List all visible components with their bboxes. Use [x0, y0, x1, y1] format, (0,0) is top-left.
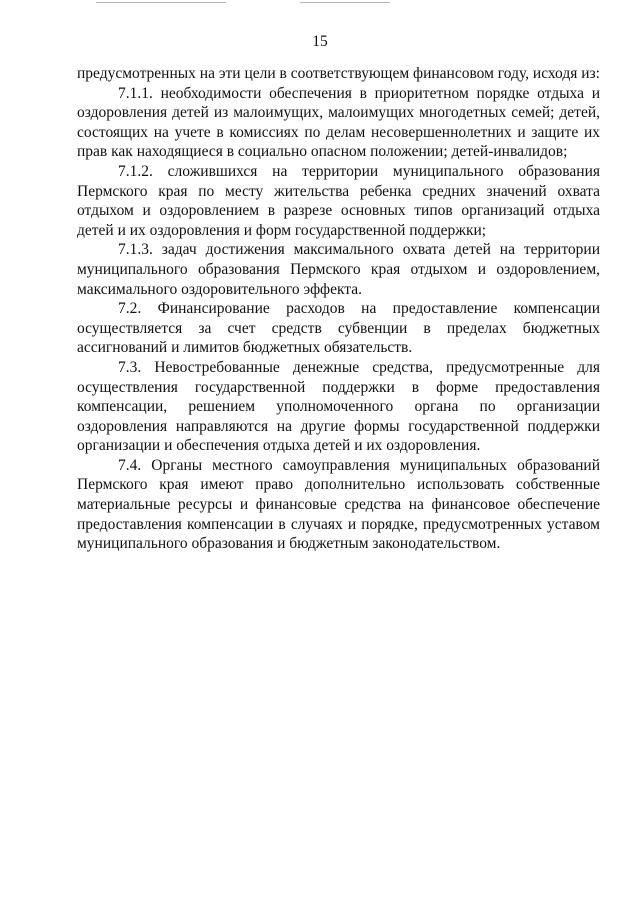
paragraph-continuation: предусмотренных на эти цели в соответствующем финансовом году, исходя из:	[77, 65, 600, 82]
scan-edge-line	[96, 2, 226, 3]
paragraph-7-4: 7.4. Органы местного самоуправления муниципальных образований Пермского края имеют право дополнительно использовать собственные материальные ресурсы и финансовые средства на финансовое обеспечение предоставления компенсации в случаях и порядке, предусмотренных уставом муниципального образования и бюджетным законодательством.	[77, 456, 600, 553]
document-body	[77, 64, 600, 554]
paragraph-7-2: 7.2. Финансирование расходов на предоставление компенсации осуществляется за счет средств субвенции в пределах бюджетных ассигнований и лимитов бюджетных обязательств.	[77, 300, 600, 357]
paragraph-7-1-3: 7.1.3. задач достижения максимального охвата детей на территории муниципального образования Пермского края отдыхом и оздоровлением, максимального оздоровительного эффекта.	[77, 241, 600, 298]
paragraph-7-1-2: 7.1.2. сложившихся на территории муниципального образования Пермского края по месту жительства ребенка средних значений охвата отдыхом и оздоровлением в разрезе основных типов организаций отдыха детей и их оздоровления и форм государственной поддержки;	[77, 162, 600, 239]
scan-edge-line	[300, 2, 390, 3]
paragraph-7-3: 7.3. Невостребованные денежные средства, предусмотренные для осуществления государственной поддержки в форме предоставления компенсации, решением уполномоченного органа по организации оздоровления направляются на другие формы государственной поддержки организации и обеспечения отдыха детей и их оздоровления.	[77, 358, 600, 455]
page-number: 15	[312, 33, 328, 50]
paragraph-7-1-1: 7.1.1. необходимости обеспечения в приоритетном порядке отдыха и оздоровления детей из малоимущих, малоимущих многодетных семей; детей, состоящих на учете в комиссиях по делам несовершеннолетних и защите их прав как находящиеся в социально опасном положении; детей-инвалидов;	[77, 84, 600, 161]
